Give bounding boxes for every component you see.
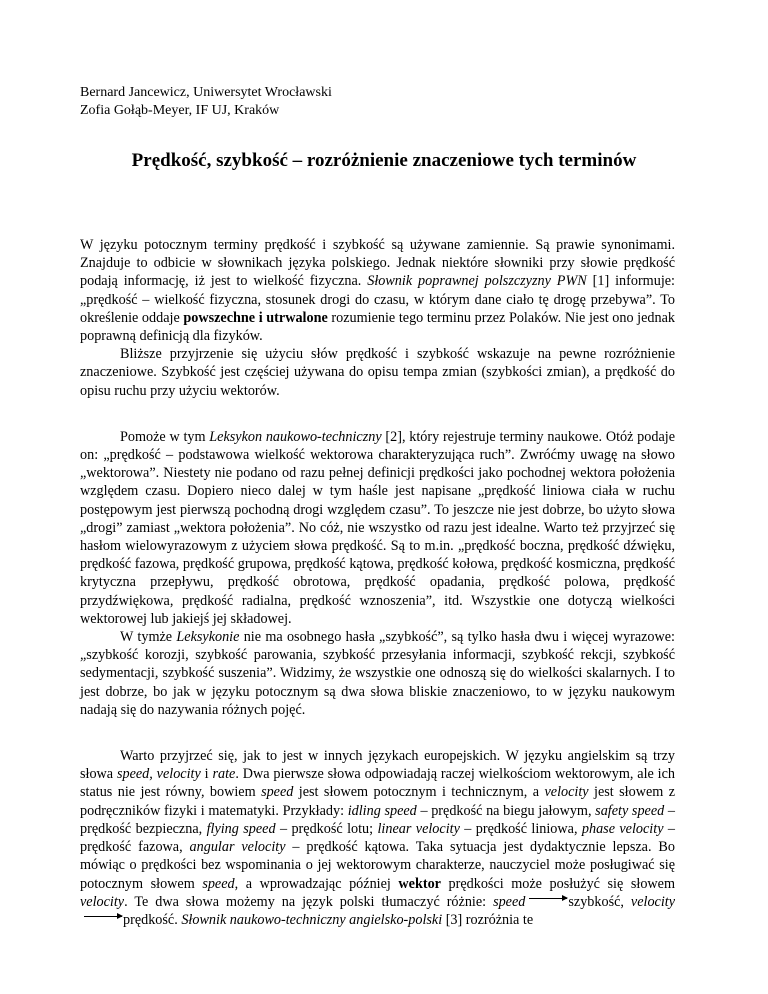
document-body xyxy=(80,236,675,929)
italic-run: speed xyxy=(261,784,294,801)
text-run: Pomoże w tym xyxy=(120,428,210,445)
italic-run: Słownik naukowo-techniczny angielsko-polski xyxy=(181,911,443,928)
text-run: [3] rozróżnia te xyxy=(442,911,534,928)
text-run: – prędkość liniowa, xyxy=(459,820,582,837)
text-run: jest słowem potocznym i technicznym, a xyxy=(293,784,545,801)
italic-run: safety speed xyxy=(595,802,665,819)
paragraph-4 xyxy=(80,628,675,719)
paragraph-5 xyxy=(80,747,675,929)
italic-run: velocity xyxy=(544,784,589,801)
text-run: W tymże xyxy=(120,629,177,646)
text-run: i xyxy=(200,766,213,783)
italic-run: velocity xyxy=(630,893,676,910)
text-run: [1] informuje: „prędkość – wielkość fizyczna, stosunek drogi do czasu, w którym dane ciało tę drogę przebywa”. To określenie oddaje xyxy=(80,273,675,326)
bold-run: wektor xyxy=(398,875,441,892)
italic-run: velocity xyxy=(80,893,125,910)
text-run: szybkość, xyxy=(568,893,631,910)
italic-run: angular velocity xyxy=(189,839,286,856)
text-run: rozumienie tego terminu przez Polaków. Nie jest ono jednak poprawną definicją dla fizyków. xyxy=(80,309,676,345)
bold-run: powszechne i utrwalone xyxy=(183,309,328,326)
italic-run: idling speed xyxy=(347,802,417,819)
text-run: prędkości może posłużyć się słowem xyxy=(440,875,675,892)
text-run: – prędkość lotu; xyxy=(275,820,378,837)
right-arrow-icon xyxy=(529,898,567,899)
author-line-1: Bernard Jancewicz, Uniwersytet Wrocławski xyxy=(80,85,332,100)
italic-run: rate xyxy=(212,766,236,783)
italic-run: speed, velocity xyxy=(116,766,201,783)
text-run: , a wprowadzając później xyxy=(234,875,399,892)
italic-run: Słownik poprawnej polszczyzny PWN xyxy=(367,273,587,290)
author-block xyxy=(80,84,332,120)
paragraph-2: Bliższe przyjrzenie się użyciu słów prędkość i szybkość wskazuje na pewne rozróżnienie znaczeniowe. Szybkość jest częściej używana do opisu tempa zmian (szybkości zmian), a prędkość do opisu ruchu przy użyciu wektorów. xyxy=(80,346,675,399)
text-run: – prędkość fazowa, xyxy=(80,820,675,856)
text-run: – prędkość na biegu jałowym, xyxy=(416,802,596,819)
document-title: Prędkość, szybkość – rozróżnienie znaczeniowe tych terminów xyxy=(131,150,637,171)
italic-run: phase velocity xyxy=(581,820,664,837)
text-run: Warto przyjrzeć się, jak to jest w innych językach europejskich. W języku angielskim są trzy słowa xyxy=(80,748,675,783)
paragraph-3 xyxy=(80,428,675,628)
text-run: jest słowem z podręczników fizyki i matematyki. Przykłady: xyxy=(80,784,675,819)
italic-run: speed xyxy=(202,875,235,892)
text-run: [2], który rejestruje terminy naukowe. Otóż podaje on: „prędkość – podstawowa wielkość wektorowa charakteryzująca ruch”. Zwróćmy uwagę na słowo „wektorowa”. Niestety nie podano od razu pełnej definicji prędkości jako pochodnej wektora położenia względem czasu. Dopiero nieco dalej w tym haśle jest napisane „prędkość liniowa ciała w ruchu postępowym jest pierwszą pochodną drogi względem czasu”. To jeszcze nie jest dobrze, bo użyto słowa „drogi” zamiast „wektora położenia”. No cóż, nie wszystko od razu jest idealne. Warto też przyjrzeć się hasłom wielowyrazowym z użyciem słowa prędkość. Są to m.in. „prędkość boczna, prędkość dźwięku, prędkość fazowa, prędkość grupowa, prędkość kątowa, prędkość kołowa, prędkość kosmiczna, prędkość krytyczna przepływu, prędkość obrotowa, prędkość opadania, prędkość polowa, prędkość przydźwiękowa, prędkość radialna, prędkość wznoszenia”, itd. Wszystkie one dotyczą wielkości wektorowej lub jakiejś jej składowej. xyxy=(80,428,675,627)
italic-run: linear velocity xyxy=(377,820,460,837)
text-run: prędkość. xyxy=(123,911,182,928)
text-run: . Dwa pierwsze słowa odpowiadają raczej wielkościom wektorowym, ale ich status nie jest równy, bowiem xyxy=(80,766,675,801)
italic-run: speed xyxy=(493,893,526,910)
text-run: W języku potocznym terminy prędkość i szybkość są używane zamiennie. Są prawie synonimami. Znajduje to odbicie w słownikach języka polskiego. Jednak niektóre słowniki przy słowie prędkość podają informację, iż jest to wielkość fizyczna. xyxy=(80,237,675,290)
italic-run: Leksykon naukowo-techniczny xyxy=(209,428,382,445)
text-run: . Te dwa słowa możemy na język polski tłumaczyć różnie: xyxy=(124,893,494,910)
italic-run: Leksykonie xyxy=(176,629,240,646)
author-line-2: Zofia Gołąb-Meyer, IF UJ, Kraków xyxy=(80,103,280,118)
text-run: nie ma osobnego hasła „szybkość”, są tylko hasła dwu i więcej wyrazowe: „szybkość korozji, szybkość parowania, szybkość przesyłania informacji, szybkość rekcji, szybkość sedymentacji, szybkość suszenia”. Widzimy, że wszystkie one odnoszą się do wielkości skalarnych. I to jest dobrze, bo jak w języku potocznym są dwa słowa bliskie znaczeniowo, to w języku naukowym nadają się do nazywania różnych pojęć. xyxy=(80,629,675,718)
right-arrow-icon xyxy=(84,916,122,917)
text-run: – prędkość bezpieczna, xyxy=(80,802,675,837)
paragraph-1 xyxy=(80,236,675,345)
text-run: – prędkość kątowa. Taka sytuacja jest dydaktycznie lepsza. Bo mówiąc o prędkości bez wspominania o jej wektorowym charakterze, nauczyciel może posługiwać się potocznym słowem xyxy=(80,839,675,892)
italic-run: flying speed xyxy=(206,820,276,837)
